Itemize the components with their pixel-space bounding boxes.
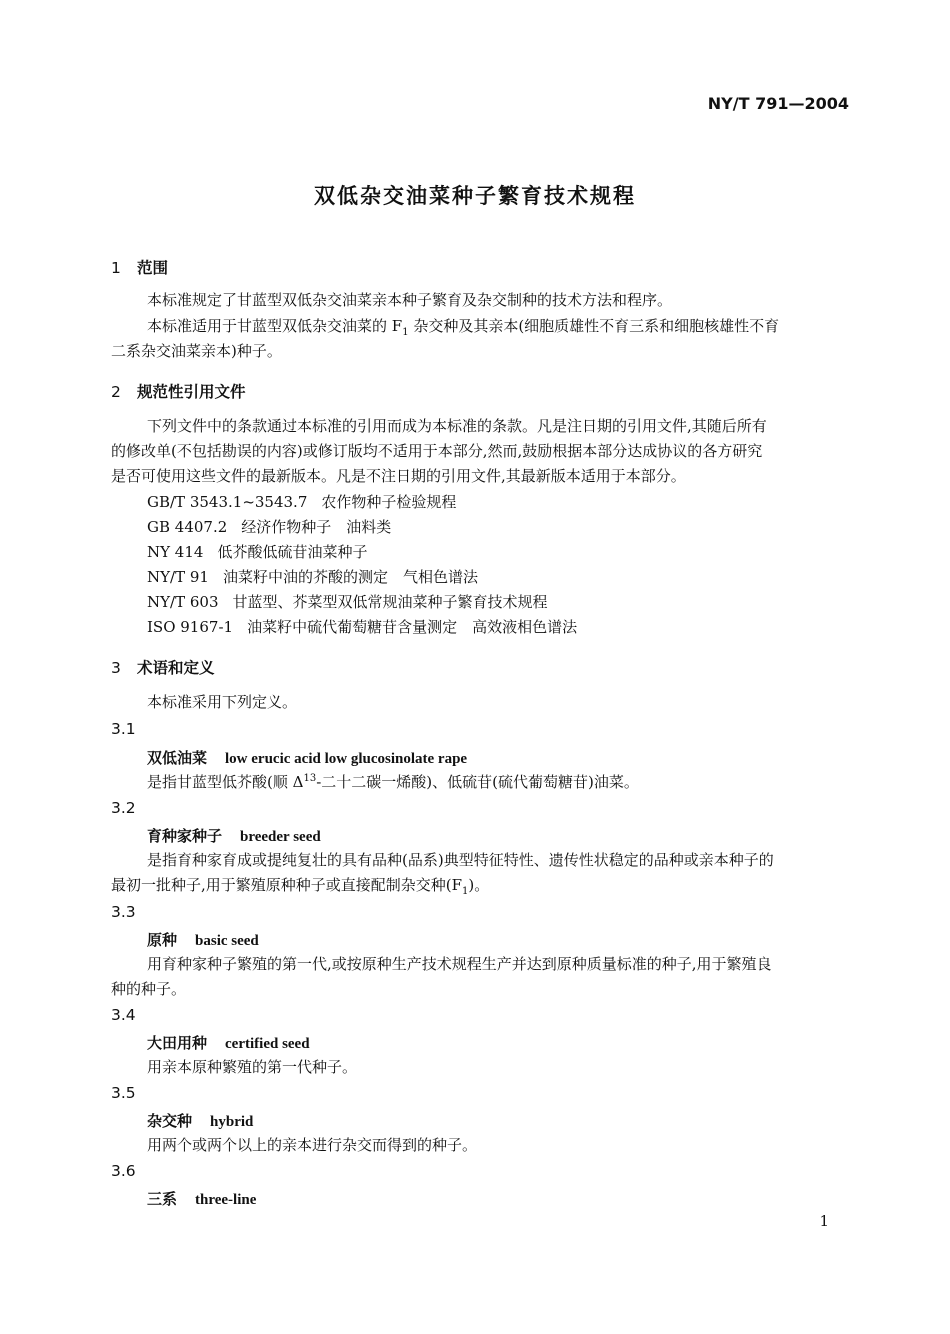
text-run: 杂交种及其亲本(细胞质雄性不育三系和细胞核雄性不育	[408, 317, 780, 335]
reference-code: GB 4407.2	[147, 518, 228, 536]
subscript: 1	[402, 327, 409, 338]
reference-title: 甘蓝型、芥菜型双低常规油菜种子繁育技术规程	[232, 593, 548, 611]
term-en: low erucic acid low glucosinolate rape	[225, 751, 468, 767]
reference-title: 油菜籽中油的芥酸的测定 气相色谱法	[222, 568, 478, 586]
section-heading-terms-definitions	[111, 656, 215, 678]
subscript: 1	[462, 886, 469, 897]
text-run: 本标准适用于甘蓝型双低杂交油菜的 F	[147, 317, 403, 335]
text-run: -二十二碳一烯酸)、低硫苷(硫代葡萄糖苷)油菜。	[316, 773, 639, 791]
section-title: 范围	[137, 259, 169, 277]
scope-paragraph-2-line-1	[147, 314, 779, 339]
section-heading-scope	[111, 256, 168, 278]
term-definition: 用两个或两个以上的亲本进行杂交而得到的种子。	[147, 1136, 478, 1154]
reference-code: NY/T 91	[147, 568, 209, 586]
reference-code: ISO 9167-1	[147, 618, 234, 636]
section-title: 规范性引用文件	[137, 383, 246, 401]
reference-code: NY 414	[147, 543, 204, 561]
superscript: 13	[303, 773, 317, 784]
term-en: certified seed	[225, 1036, 310, 1052]
terms-intro: 本标准采用下列定义。	[147, 693, 298, 711]
term-number: 3.1	[111, 720, 136, 738]
term-zh: 育种家种子	[147, 827, 223, 845]
term-number: 3.6	[111, 1162, 136, 1180]
standard-code: NY/T 791—2004	[707, 94, 849, 113]
section-heading-normative-references	[111, 380, 246, 402]
reference-code: NY/T 603	[147, 593, 219, 611]
term-number: 3.2	[111, 799, 136, 817]
term-definition-line-2: 种的种子。	[111, 980, 187, 998]
term-en: breeder seed	[240, 829, 321, 845]
term-number: 3.5	[111, 1084, 136, 1102]
reference-title: 经济作物种子 油料类	[241, 518, 392, 536]
reference-item	[147, 616, 577, 637]
text-run: )。	[468, 876, 490, 894]
term-number: 3.4	[111, 1006, 136, 1024]
text-run: 最初一批种子,用于繁殖原种种子或直接配制杂交种(F	[111, 876, 463, 894]
term-zh: 原种	[147, 931, 178, 949]
section-number: 1	[111, 259, 121, 277]
term-name	[147, 1032, 310, 1053]
references-intro-line-3: 是否可使用这些文件的最新版本。凡是不注日期的引用文件,其最新版本适用于本部分。	[111, 467, 686, 485]
term-zh: 杂交种	[147, 1112, 193, 1130]
scope-paragraph-1: 本标准规定了甘蓝型双低杂交油菜亲本种子繁育及杂交制种的技术方法和程序。	[147, 291, 673, 309]
term-name	[147, 747, 467, 768]
term-definition	[147, 770, 639, 795]
references-intro-line-2: 的修改单(不包括勘误的内容)或修订版均不适用于本部分,然而,鼓励根据本部分达成协议的各方研究	[111, 442, 763, 460]
term-en: three-line	[195, 1192, 257, 1208]
term-definition-line-1: 是指育种家育成或提纯复壮的具有品种(品系)典型特征特性、遗传性状稳定的品种或亲本种子的	[147, 851, 774, 869]
term-zh: 双低油菜	[147, 749, 208, 767]
reference-item	[147, 491, 456, 512]
section-title: 术语和定义	[137, 659, 215, 677]
term-en: basic seed	[195, 933, 259, 949]
scope-paragraph-2-line-2: 二系杂交油菜亲本)种子。	[111, 342, 282, 360]
section-number: 3	[111, 659, 121, 677]
term-definition-line-2	[111, 873, 489, 898]
page-number: 1	[819, 1212, 829, 1230]
reference-title: 农作物种子检验规程	[321, 493, 457, 511]
term-zh: 三系	[147, 1190, 178, 1208]
references-intro-line-1: 下列文件中的条款通过本标准的引用而成为本标准的条款。凡是注日期的引用文件,其随后所有	[147, 417, 767, 435]
term-definition-line-1: 用育种家种子繁殖的第一代,或按原种生产技术规程生产并达到原种质量标准的种子,用于繁殖良	[147, 955, 772, 973]
term-definition: 用亲本原种繁殖的第一代种子。	[147, 1058, 358, 1076]
section-number: 2	[111, 383, 121, 401]
reference-item	[147, 591, 548, 612]
term-name	[147, 1110, 253, 1131]
term-en: hybrid	[210, 1114, 254, 1130]
term-name	[147, 1188, 256, 1209]
term-zh: 大田用种	[147, 1034, 208, 1052]
term-number: 3.3	[111, 903, 136, 921]
term-name	[147, 929, 259, 950]
reference-item	[147, 541, 367, 562]
reference-item	[147, 516, 391, 537]
reference-item	[147, 566, 478, 587]
reference-title: 油菜籽中硫代葡萄糖苷含量测定 高效液相色谱法	[247, 618, 578, 636]
reference-code: GB/T 3543.1~3543.7	[147, 493, 308, 511]
reference-title: 低芥酸低硫苷油菜种子	[217, 543, 368, 561]
text-run: 是指甘蓝型低芥酸(顺 Δ	[147, 773, 304, 791]
document-title: 双低杂交油菜种子繁育技术规程	[314, 184, 636, 208]
term-name	[147, 825, 321, 846]
